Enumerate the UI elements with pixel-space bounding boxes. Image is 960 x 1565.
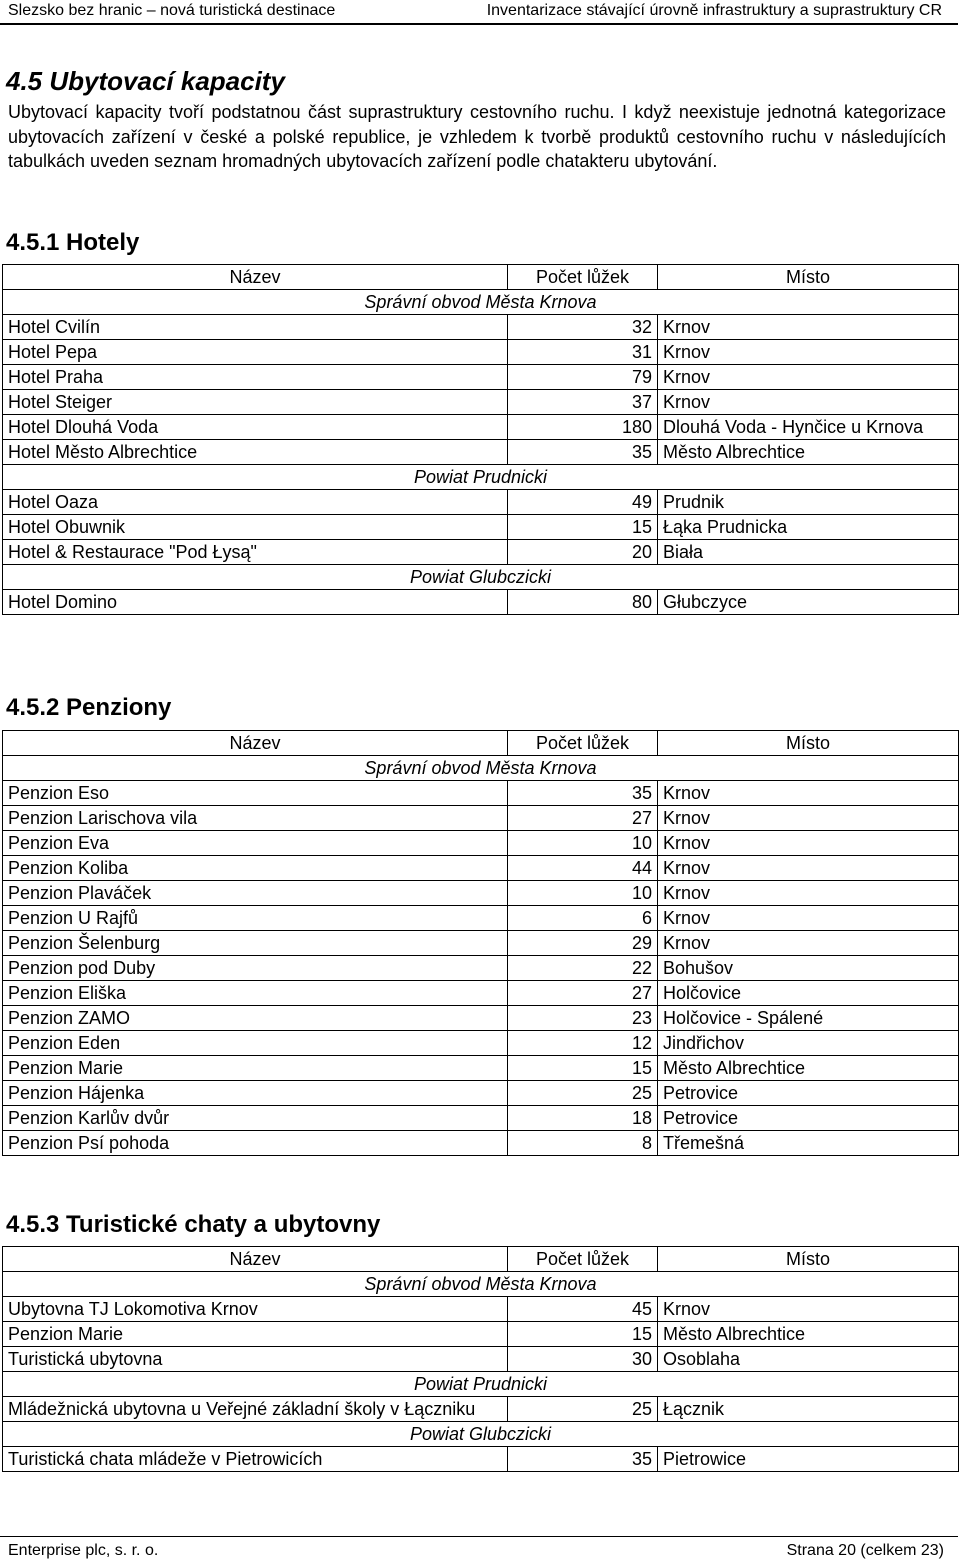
table-row [3, 1347, 959, 1372]
table-row [3, 490, 959, 515]
page-header [0, 0, 960, 22]
location: Krnov [658, 1297, 959, 1322]
table-row [3, 881, 959, 906]
region-label: Správní obvod Města Krnova [3, 756, 959, 781]
facility-name: Penzion Karlův dvůr [3, 1106, 508, 1131]
hotels-title: 4.5.1 Hotely [6, 229, 140, 256]
facility-name: Penzion Hájenka [3, 1081, 508, 1106]
bed-count: 20 [508, 540, 658, 565]
facility-name: Penzion Eva [3, 831, 508, 856]
region-row [3, 465, 959, 490]
region-label: Powiat Glubczicki [3, 565, 959, 590]
facility-name: Hotel Praha [3, 365, 508, 390]
facility-name: Penzion Šelenburg [3, 931, 508, 956]
facility-name: Hotel & Restaurace "Pod Łysą" [3, 540, 508, 565]
table-row [3, 415, 959, 440]
column-header-name: Název [3, 731, 508, 756]
facility-name: Hotel Oaza [3, 490, 508, 515]
column-header-beds: Počet lůžek [508, 731, 658, 756]
bed-count: 80 [508, 590, 658, 615]
table-row [3, 1131, 959, 1156]
pensions-table [2, 730, 959, 1156]
header-left-text: Slezsko bez hranic – nová turistická destinace [8, 2, 336, 19]
location: Krnov [658, 315, 959, 340]
region-row [3, 1372, 959, 1397]
facility-name: Penzion Eliška [3, 981, 508, 1006]
facility-name: Penzion pod Duby [3, 956, 508, 981]
location: Holčovice - Spálené [658, 1006, 959, 1031]
location: Krnov [658, 881, 959, 906]
location: Krnov [658, 831, 959, 856]
region-label: Powiat Glubczicki [3, 1422, 959, 1447]
facility-name: Penzion Plaváček [3, 881, 508, 906]
table-row [3, 1322, 959, 1347]
table-header-row [3, 731, 959, 756]
facility-name: Hotel Pepa [3, 340, 508, 365]
location: Krnov [658, 931, 959, 956]
table-row [3, 1056, 959, 1081]
table-row [3, 906, 959, 931]
bed-count: 18 [508, 1106, 658, 1131]
bed-count: 37 [508, 390, 658, 415]
bed-count: 15 [508, 515, 658, 540]
header-right-text: Inventarizace stávající úrovně infrastruktury a suprastruktury CR [486, 2, 942, 19]
column-header-place: Místo [658, 265, 959, 290]
facility-name: Penzion ZAMO [3, 1006, 508, 1031]
location: Krnov [658, 806, 959, 831]
hotels-table [2, 264, 959, 615]
bed-count: 32 [508, 315, 658, 340]
location: Krnov [658, 390, 959, 415]
table-header-row [3, 1247, 959, 1272]
region-row [3, 565, 959, 590]
location: Prudnik [658, 490, 959, 515]
bed-count: 44 [508, 856, 658, 881]
column-header-place: Místo [658, 731, 959, 756]
facility-name: Penzion Eden [3, 1031, 508, 1056]
facility-name: Ubytovna TJ Lokomotiva Krnov [3, 1297, 508, 1322]
column-header-beds: Počet lůžek [508, 265, 658, 290]
bed-count: 10 [508, 831, 658, 856]
column-header-name: Název [3, 1247, 508, 1272]
location: Głubczyce [658, 590, 959, 615]
table-row [3, 1106, 959, 1131]
huts-table [2, 1246, 959, 1472]
footer-left-text: Enterprise plc, s. r. o. [8, 1542, 159, 1559]
table-row [3, 365, 959, 390]
bed-count: 15 [508, 1056, 658, 1081]
table-row [3, 1447, 959, 1472]
facility-name: Penzion Larischova vila [3, 806, 508, 831]
bed-count: 79 [508, 365, 658, 390]
table-row [3, 956, 959, 981]
facility-name: Hotel Cvilín [3, 315, 508, 340]
table-row [3, 515, 959, 540]
bed-count: 31 [508, 340, 658, 365]
bed-count: 35 [508, 440, 658, 465]
table-header-row [3, 265, 959, 290]
location: Město Albrechtice [658, 440, 959, 465]
bed-count: 29 [508, 931, 658, 956]
location: Krnov [658, 781, 959, 806]
region-row [3, 290, 959, 315]
location: Petrovice [658, 1106, 959, 1131]
location: Třemešná [658, 1131, 959, 1156]
region-row [3, 1422, 959, 1447]
table-row [3, 1297, 959, 1322]
region-row [3, 756, 959, 781]
table-row [3, 590, 959, 615]
location: Dlouhá Voda - Hynčice u Krnova [658, 415, 959, 440]
facility-name: Hotel Obuwnik [3, 515, 508, 540]
table-row [3, 1031, 959, 1056]
facility-name: Penzion Psí pohoda [3, 1131, 508, 1156]
pensions-title: 4.5.2 Penziony [6, 694, 172, 721]
bed-count: 23 [508, 1006, 658, 1031]
location: Bohušov [658, 956, 959, 981]
bed-count: 12 [508, 1031, 658, 1056]
location: Město Albrechtice [658, 1056, 959, 1081]
facility-name: Turistická chata mládeže v Pietrowicích [3, 1447, 508, 1472]
table-row [3, 831, 959, 856]
location: Łącznik [658, 1397, 959, 1422]
location: Krnov [658, 906, 959, 931]
table-row [3, 806, 959, 831]
bed-count: 8 [508, 1131, 658, 1156]
table-row [3, 981, 959, 1006]
location: Łąka Prudnicka [658, 515, 959, 540]
bed-count: 180 [508, 415, 658, 440]
bed-count: 27 [508, 806, 658, 831]
bed-count: 30 [508, 1347, 658, 1372]
region-label: Powiat Prudnicki [3, 465, 959, 490]
facility-name: Hotel Steiger [3, 390, 508, 415]
table-row [3, 440, 959, 465]
bed-count: 25 [508, 1397, 658, 1422]
location: Pietrowice [658, 1447, 959, 1472]
huts-title: 4.5.3 Turistické chaty a ubytovny [6, 1211, 381, 1238]
facility-name: Penzion Marie [3, 1322, 508, 1347]
column-header-name: Název [3, 265, 508, 290]
facility-name: Penzion Marie [3, 1056, 508, 1081]
bed-count: 49 [508, 490, 658, 515]
facility-name: Penzion Eso [3, 781, 508, 806]
facility-name: Penzion Koliba [3, 856, 508, 881]
location: Krnov [658, 365, 959, 390]
bed-count: 35 [508, 1447, 658, 1472]
facility-name: Mládežnická ubytovna u Veřejné základní školy v Łączniku [3, 1397, 508, 1422]
bed-count: 25 [508, 1081, 658, 1106]
bed-count: 35 [508, 781, 658, 806]
section-title: 4.5 Ubytovací kapacity [6, 66, 285, 96]
region-label: Správní obvod Města Krnova [3, 290, 959, 315]
footer-divider [0, 1536, 958, 1537]
header-divider [0, 23, 958, 25]
table-row [3, 315, 959, 340]
page-number: Strana 20 (celkem 23) [786, 1542, 944, 1559]
location: Krnov [658, 856, 959, 881]
table-row [3, 1006, 959, 1031]
column-header-beds: Počet lůžek [508, 1247, 658, 1272]
region-label: Powiat Prudnicki [3, 1372, 959, 1397]
bed-count: 22 [508, 956, 658, 981]
facility-name: Turistická ubytovna [3, 1347, 508, 1372]
table-row [3, 1081, 959, 1106]
intro-paragraph: Ubytovací kapacity tvoří podstatnou část suprastruktury cestovního ruchu. I když neexistuje jednotná kategorizace ubytovacích zařízení v české a polské republice, je vzhledem k tvorbě produktů cestovního ruchu v následujících tabulkách uveden seznam hromadných ubytovacích zařízení podle chatakteru ubytování. [8, 102, 946, 171]
bed-count: 15 [508, 1322, 658, 1347]
table-row [3, 856, 959, 881]
location: Petrovice [658, 1081, 959, 1106]
table-row [3, 340, 959, 365]
table-row [3, 540, 959, 565]
bed-count: 6 [508, 906, 658, 931]
bed-count: 45 [508, 1297, 658, 1322]
table-row [3, 390, 959, 415]
facility-name: Hotel Dlouhá Voda [3, 415, 508, 440]
bed-count: 10 [508, 881, 658, 906]
location: Biała [658, 540, 959, 565]
location: Holčovice [658, 981, 959, 1006]
table-row [3, 781, 959, 806]
table-row [3, 1397, 959, 1422]
bed-count: 27 [508, 981, 658, 1006]
table-row [3, 931, 959, 956]
facility-name: Hotel Město Albrechtice [3, 440, 508, 465]
column-header-place: Místo [658, 1247, 959, 1272]
facility-name: Penzion U Rajfů [3, 906, 508, 931]
location: Město Albrechtice [658, 1322, 959, 1347]
region-label: Správní obvod Města Krnova [3, 1272, 959, 1297]
facility-name: Hotel Domino [3, 590, 508, 615]
location: Krnov [658, 340, 959, 365]
region-row [3, 1272, 959, 1297]
location: Jindřichov [658, 1031, 959, 1056]
location: Osoblaha [658, 1347, 959, 1372]
